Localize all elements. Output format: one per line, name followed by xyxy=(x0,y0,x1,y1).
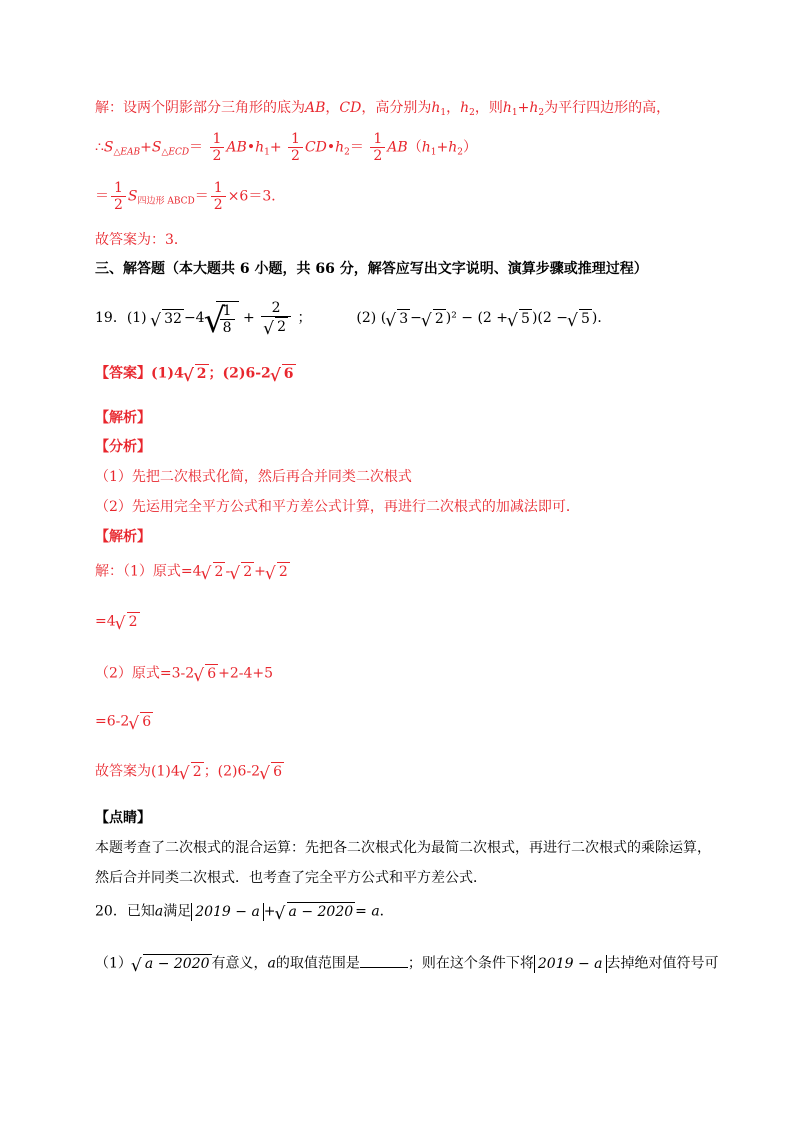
fraction-half: $\frac{1}{2}$ xyxy=(211,180,226,213)
dianjing-heading: 【点睛】 xyxy=(95,810,151,826)
sol19-answer: 故答案为(1)4√ 2 ；(2)6-2√ 6 xyxy=(95,762,284,781)
fraction-half: $\frac{1}{2}$ xyxy=(111,180,126,213)
sqrt-fraction: √ $\frac{1}{8}$ xyxy=(205,301,239,336)
sol18-line1: 解：设两个阴影部分三角形的底为AB，CD，高分别为$h_1$，$h_2$，则$h_1+h_2$为平行四边形的高， xyxy=(95,100,671,118)
sqrt-32: √ 32 xyxy=(151,309,184,328)
fenxi-step-1: （1）先把二次根式化简，然后再合并同类二次根式 xyxy=(95,469,412,485)
question-20: 20．已知a满足 2019 − a +√ a − 2020 = a． xyxy=(95,902,394,921)
fenxi-step-2: （2）先运用完全平方公式和平方差公式计算，再进行二次根式的加减法即可． xyxy=(95,499,580,515)
fraction-half: $\frac{1}{2}$ xyxy=(210,131,225,164)
dianjing-line-2: 然后合并同类二次根式．也考查了完全平方公式和平方差公式． xyxy=(95,870,487,886)
sol19-line1: 解：（1）原式=4√ 2 -√ 2 +√ 2 xyxy=(95,562,290,581)
sol18-line3: ＝ $\frac{1}{2}$ $S_{四边形 ABCD}=$ $\frac{1}{2}$ ×6＝3． xyxy=(95,180,286,213)
answer-blank[interactable] xyxy=(360,955,408,968)
fenxi-heading: 【分析】 xyxy=(95,439,151,455)
question-19: 19．(1) √ 32 −4 √ $\frac{1}{8}$ + 2 √ 2 ； (2) (√ 3 −√ 2 )² − (2 +√ 5 )(2 −√ 5 )． xyxy=(95,300,611,336)
jiexi-heading-2: 【解析】 xyxy=(95,529,151,545)
sol18-answer: 故答案为：3． xyxy=(95,232,188,248)
absolute-value: 2019 − a xyxy=(534,955,607,973)
dianjing-line-1: 本题考查了二次根式的混合运算：先把各二次根式化为最简二次根式，再进行二次根式的乘除运算， xyxy=(95,840,711,856)
jiexi-heading-1: 【解析】 xyxy=(95,410,151,426)
absolute-value: 2019 − a xyxy=(191,903,264,921)
sol18-line2: $\therefore S_{\triangle EAB}+S_{\triangle ECD}=$ $\frac{1}{2}$ $AB•h_1+$ $\frac{1}{2}$ $CD•h_2=$ $\frac{1}{2}$ $AB(h_1+h_2)$ xyxy=(95,131,477,164)
section-3-title: 三、解答题（本大题共 6 小题，共 66 分，解答应写出文字说明、演算步骤或推理过程） xyxy=(95,261,648,277)
fraction-half: $\frac{1}{2}$ xyxy=(288,131,303,164)
question-20-part-1: （1）√ a − 2020 有意义，a的取值范围是 ；则在这个条件下将 2019 − a 去掉绝对值符号可 xyxy=(95,954,719,973)
fraction-2-over-sqrt2: 2 √ 2 xyxy=(261,300,291,336)
fraction-half: $\frac{1}{2}$ xyxy=(370,131,385,164)
sol19-line3: （2）原式=3-2√ 6 +2-4+5 xyxy=(95,664,273,683)
answer-19: 【答案】(1)4√ 2 ；(2)6-2√ 6 xyxy=(95,364,296,383)
sol19-line2: =4√ 2 xyxy=(95,612,140,631)
sol19-line4: =6-2√ 6 xyxy=(95,712,153,731)
